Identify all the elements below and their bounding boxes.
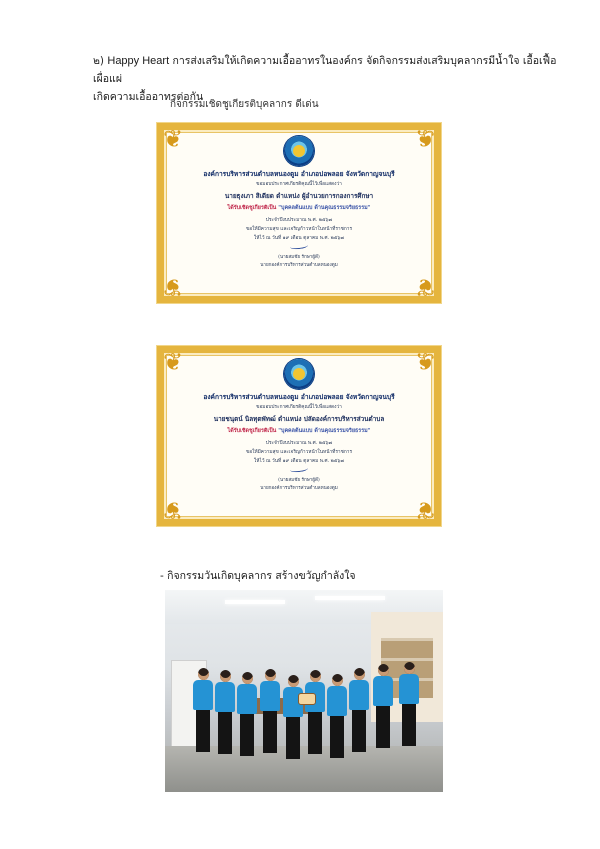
person-figure <box>283 675 303 759</box>
certificate-recipient: นายธุงเภา สิเดียด ตำแหน่ง ผู้อำนวยการกองการศึกษา <box>224 192 374 200</box>
photo-floor <box>165 746 443 792</box>
person-figure <box>237 672 257 756</box>
floral-corner-icon: ❦ <box>414 348 436 376</box>
certificate-detail: ประจำปีงบประมาณ พ.ศ. ๒๕๖๗ <box>265 441 333 446</box>
floral-corner-icon: ❦ <box>162 496 184 524</box>
person-figure <box>349 668 369 752</box>
certificate-award-title: "บุคคลต้นแบบ ด้านคุณธรรมจริยธรรม" <box>278 428 371 434</box>
group-photo <box>165 590 443 792</box>
birthday-cake <box>298 693 316 705</box>
person-figure <box>305 670 325 754</box>
certificate-recipient: นายชนุตน์ นิลทุตพัทฒ์ ตำแหน่ง ปลัดองค์การบริหารส่วนตำบล <box>213 415 385 423</box>
floral-corner-icon: ❦ <box>162 348 184 376</box>
floral-corner-icon: ❦ <box>414 273 436 301</box>
section-title-en: Happy Heart <box>107 55 170 67</box>
certificate-signer: (นายสมชัย รักษาผู้ดี) <box>278 478 320 483</box>
certificate-detail: ประจำปีงบประมาณ พ.ศ. ๒๕๖๗ <box>265 218 333 223</box>
certificate-detail: ขอให้มีความสุข และเจริญก้าวหน้าในหน้าที่ราชการ <box>245 450 353 455</box>
floral-corner-icon: ❦ <box>414 496 436 524</box>
organization-seal-icon <box>284 359 314 389</box>
certificate-org: องค์การบริหารส่วนตำบลหนองตูม อำเภอบ่อพลอย จังหวัดกาญจนบุรี <box>203 170 395 178</box>
certificate-award-prefix: ได้รับเชิดชูเกียรติเป็น <box>227 205 277 211</box>
floral-corner-icon: ❦ <box>162 273 184 301</box>
floral-corner-icon: ❦ <box>162 125 184 153</box>
certificate-signer-position: นายกองค์การบริหารส่วนตำบลหนองตูม <box>260 486 338 491</box>
certificate-award-prefix: ได้รับเชิดชูเกียรติเป็น <box>227 428 277 434</box>
certificate-org: องค์การบริหารส่วนตำบลหนองตูม อำเภอบ่อพลอย จังหวัดกาญจนบุรี <box>203 393 395 401</box>
certificate-1 <box>157 123 441 303</box>
certificate-award-title: "บุคคลต้นแบบ ด้านคุณธรรมจริยธรรม" <box>278 205 371 211</box>
section-heading-line2: เกิดความเอื้ออาทรต่อกัน <box>93 91 204 103</box>
certificate-issued-line: ขอมอบประกาศเกียรติคุณนี้ไว้เพื่อแสดงว่า <box>256 405 342 410</box>
certificate-date: ให้ไว้ ณ วันที่ ๑๙ เดือน ตุลาคม พ.ศ. ๒๕๖๗ <box>253 459 345 464</box>
section-heading-line1: การส่งเสริมให้เกิดความเอื้ออาทรในองค์กร จัดกิจกรรมส่งเสริมบุคลากรมีน้ำใจ เอื้อเฟื้อเผื่อแผ่ <box>93 55 557 85</box>
ceiling-lamp <box>315 596 385 600</box>
signature-mark <box>290 465 309 473</box>
activity-caption: - กิจกรรมวันเกิดบุคลากร สร้างขวัญกำลังใจ <box>160 570 356 582</box>
certificate-signer: (นายสมชัย รักษาผู้ดี) <box>278 255 320 260</box>
person-figure <box>373 664 393 748</box>
certificate-subheading: กิจกรรมเชิดชูเกียรติบุคลากร ดีเด่น <box>170 99 319 110</box>
section-number: ๒) <box>93 55 105 67</box>
certificate-award <box>164 427 434 435</box>
certificate-date: ให้ไว้ ณ วันที่ ๑๙ เดือน ตุลาคม พ.ศ. ๒๕๖๗ <box>253 236 345 241</box>
section-heading <box>93 52 558 106</box>
person-figure <box>327 674 347 758</box>
certificate-signer-position: นายกองค์การบริหารส่วนตำบลหนองตูม <box>260 263 338 268</box>
person-figure <box>215 670 235 754</box>
person-figure <box>399 662 419 746</box>
certificate-2 <box>157 346 441 526</box>
organization-seal-icon <box>284 136 314 166</box>
signature-mark <box>290 242 309 250</box>
person-figure <box>260 669 280 753</box>
certificate-detail: ขอให้มีความสุข และเจริญก้าวหน้าในหน้าที่ราชการ <box>245 227 353 232</box>
certificate-award <box>164 204 434 212</box>
floral-corner-icon: ❦ <box>414 125 436 153</box>
certificate-issued-line: ขอมอบประกาศเกียรติคุณนี้ไว้เพื่อแสดงว่า <box>256 182 342 187</box>
ceiling-lamp <box>225 600 285 604</box>
person-figure <box>193 668 213 752</box>
